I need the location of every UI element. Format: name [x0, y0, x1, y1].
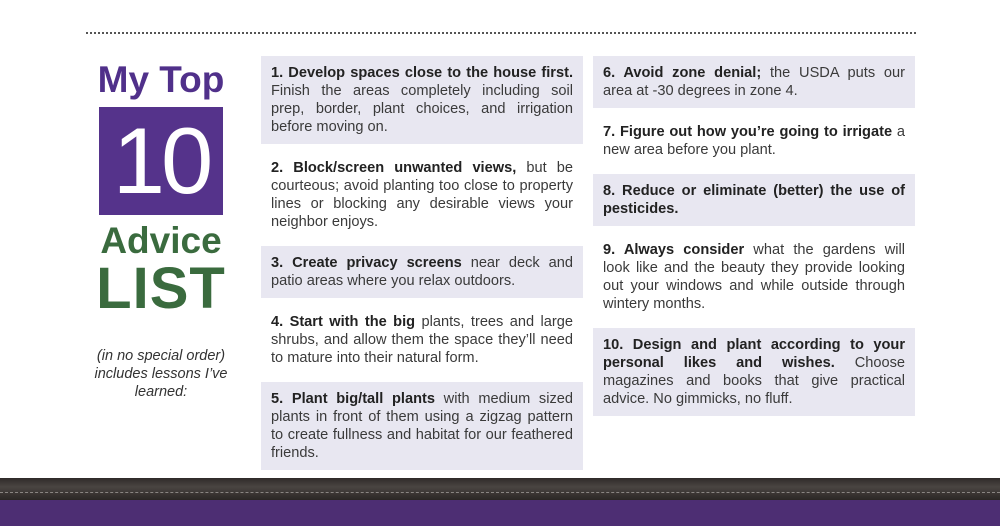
title-number-box: 10 [99, 107, 223, 215]
title-advice: Advice [100, 220, 222, 261]
advice-column-right [593, 56, 915, 423]
advice-item: 4. Start with the big plants, trees and large shrubs, and allow them the space they’ll need to mature into their natural form. [271, 314, 573, 366]
title-block [86, 60, 236, 401]
advice-item: 8. Reduce or eliminate (better) the use of pesticides. [593, 174, 915, 226]
subtitle-note: (in no special order) includes lessons I’ve learned: [94, 348, 228, 400]
advice-item: 1. Develop spaces close to the house first. Finish the areas completely including soil prep, border, plant choices, and irrigation before moving on. [261, 56, 583, 144]
advice-item: 3. Create privacy screens near deck and patio areas where you relax outdoors. [261, 246, 583, 298]
dotted-divider [86, 32, 916, 34]
advice-item: 6. Avoid zone denial; the USDA puts our area at -30 degrees in zone 4. [593, 56, 915, 108]
wood-texture-band [0, 478, 1000, 500]
advice-item: 2. Block/screen unwanted views, but be courteous; avoid planting too close to property lines or blocking any desirable views your neighbor enjoys. [271, 160, 573, 230]
advice-item: 10. Design and plant according to your personal likes and wishes. Choose magazines and books that give practical advice. No gimmicks, no fluff. [593, 328, 915, 416]
stitched-line [0, 492, 1000, 493]
advice-column-left [261, 56, 583, 477]
title-list: LIST [96, 256, 226, 321]
advice-item: 7. Figure out how you’re going to irrigate a new area before you plant. [603, 124, 906, 158]
advice-item: 5. Plant big/tall plants with medium sized plants in front of them using a zigzag pattern to create fullness and habitat for our feathered friends. [261, 382, 583, 470]
footer-bar [0, 500, 1000, 526]
advice-item: 9. Always consider what the gardens will look like and the beauty they provide looking out your windows and while outside through wintery months. [603, 242, 905, 312]
title-my-top: My Top [97, 59, 225, 100]
